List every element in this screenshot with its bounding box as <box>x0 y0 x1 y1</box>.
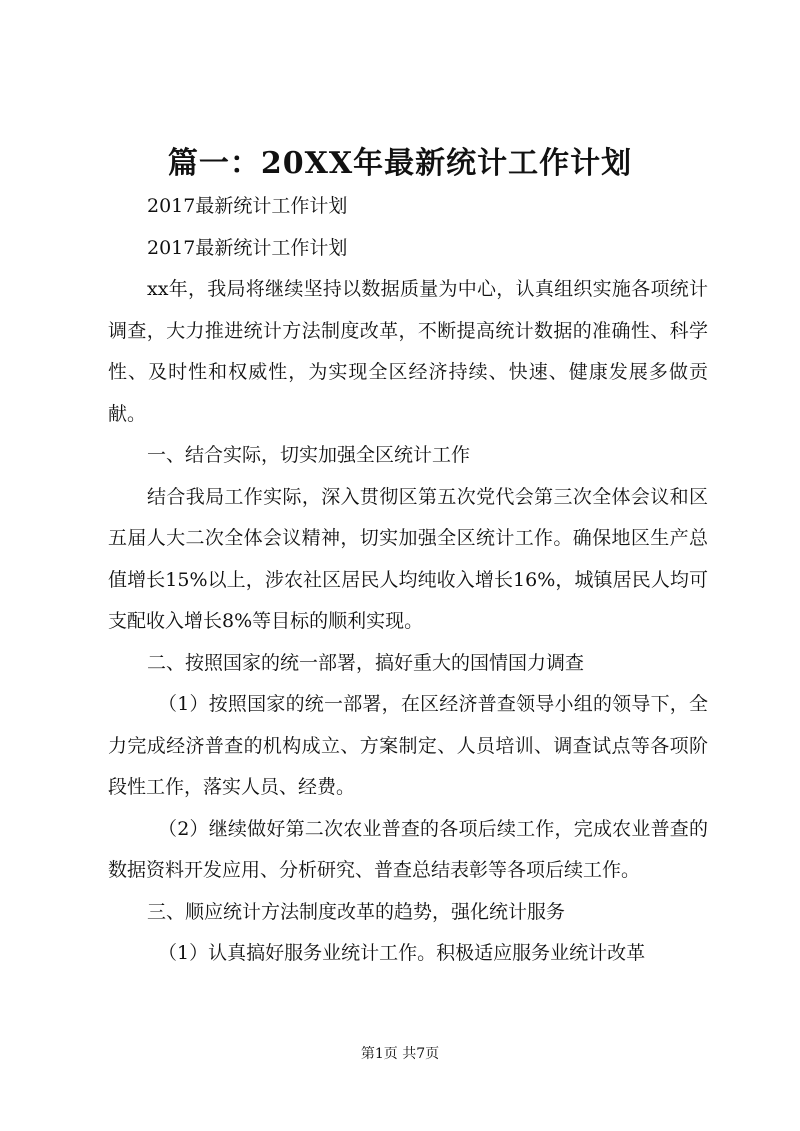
paragraph-subtitle-1: 2017最新统计工作计划 <box>147 195 348 217</box>
paragraph-intro: xx年，我局将继续坚持以数据质量为中心，认真组织实施各项统计调查，大力推进统计方法制度改革，不断提高统计数据的准确性、科学性、及时性和权威性，为实现全区经济持续、快速、健康发展多做贡献。 <box>108 278 708 425</box>
page-number: 第1页 共7页 <box>360 1046 440 1062</box>
paragraph-section-2-item-2: （2）继续做好第二次农业普查的各项后续工作，完成农业普查的数据资料开发应用、分析研究、普查总结表彰等各项后续工作。 <box>108 817 708 881</box>
section-heading-2: 二、按照国家的统一部署，搞好重大的国情国力调查 <box>147 651 585 674</box>
section-heading-1: 一、结合实际，切实加强全区统计工作 <box>147 444 471 466</box>
document-body <box>108 186 708 975</box>
paragraph-subtitle-2: 2017最新统计工作计划 <box>147 236 348 259</box>
document-title: 篇一：20XX年最新统计工作计划 <box>167 146 633 181</box>
paragraph-section-1: 结合我局工作实际，深入贯彻区第五次党代会第三次全体会议和区五届人大二次全体会议精神，切实加强全区统计工作。确保地区生产总值增长15%以上，涉农社区居民人均纯收入增长16%，城镇居民人均可支配收入增长8%等目标的顺利实现。 <box>108 485 708 632</box>
paragraph-section-2-item-1: （1）按照国家的统一部署，在区经济普查领导小组的领导下，全力完成经济普查的机构成立、方案制定、人员培训、调查试点等各项阶段性工作，落实人员、经费。 <box>108 693 708 798</box>
paragraph-section-3-item-1: （1）认真搞好服务业统计工作。积极适应服务业统计改革 <box>158 942 646 964</box>
section-heading-3: 三、顺应统计方法制度改革的趋势，强化统计服务 <box>147 900 566 923</box>
